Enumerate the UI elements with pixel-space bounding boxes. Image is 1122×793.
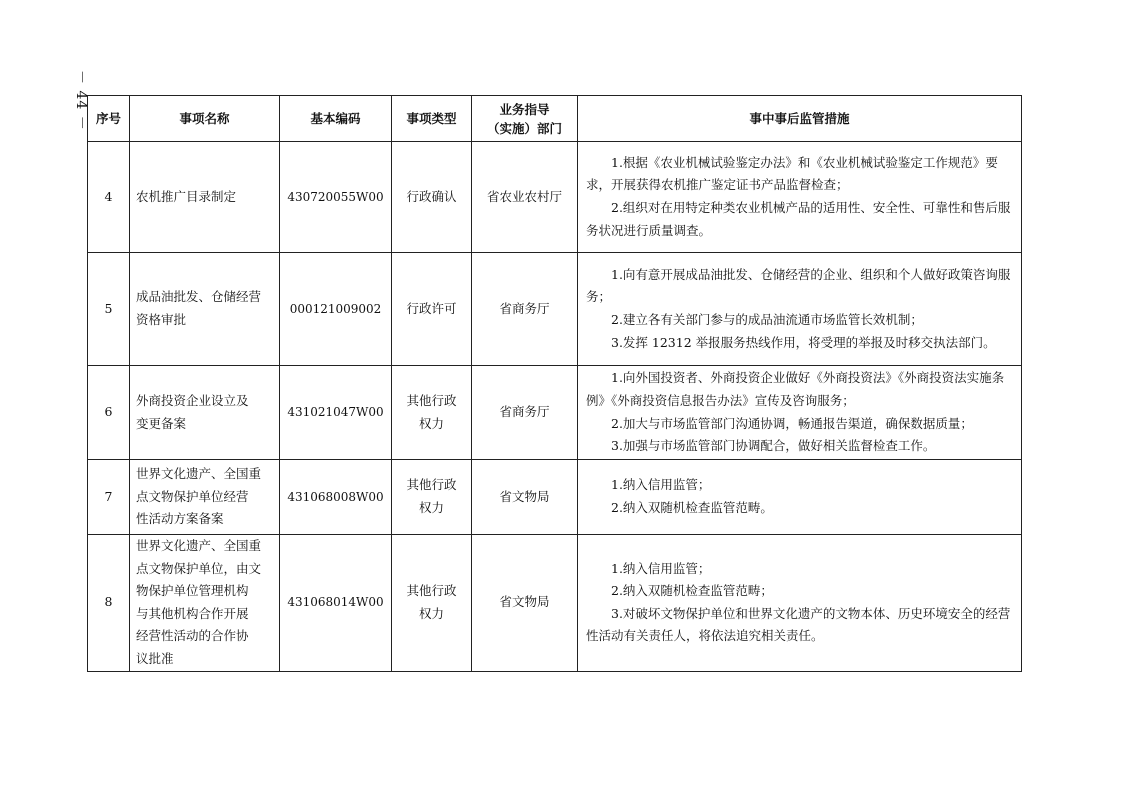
supervision-measures — [578, 535, 1022, 672]
item-department: 省商务厅 — [472, 253, 578, 366]
item-type-line: 其他行政 — [406, 583, 457, 599]
measure-item: 2.加大与市场监管部门沟通协调，畅通报告渠道，确保数据质量； — [611, 415, 973, 431]
item-type — [392, 460, 472, 535]
item-name-line: 资格审批 — [136, 312, 187, 327]
item-type — [392, 366, 472, 460]
item-code: 000121009002 — [280, 253, 392, 366]
item-name-line: 农机推广目录制定 — [136, 188, 237, 204]
measure-item: 1.向有意开展成品油批发、仓储经营的企业、组织和个人做好政策咨询服务； — [586, 266, 1011, 305]
header-code: 基本编码 — [280, 96, 392, 142]
header-no: 序号 — [88, 96, 130, 142]
item-name — [130, 253, 280, 366]
item-type-line: 权力 — [418, 500, 444, 515]
item-name-line: 性活动方案备案 — [136, 511, 224, 527]
table-row — [88, 366, 1022, 460]
item-department: 省商务厅 — [472, 366, 578, 460]
item-type — [392, 535, 472, 672]
item-type-line: 权力 — [418, 605, 444, 621]
header-dept — [472, 96, 578, 142]
table-header-row — [88, 96, 1022, 142]
supervision-measures — [578, 366, 1022, 460]
table-row — [88, 142, 1022, 253]
header-measures: 事中事后监管措施 — [578, 96, 1022, 142]
item-name-line: 经营性活动的合作协 — [136, 628, 249, 644]
item-name-line: 外商投资企业设立及 — [136, 392, 249, 408]
item-name-line: 点文物保护单位经营 — [136, 488, 249, 504]
measure-item: 2.组织对在用特定种类农业机械产品的适用性、安全性、可靠性和售后服务状况进行质量调查。 — [586, 200, 1011, 238]
measure-item: 1.纳入信用监管； — [611, 560, 711, 576]
item-type — [392, 253, 472, 366]
measure-item: 1.向外国投资者、外商投资企业做好《外商投资法》《外商投资法实施条例》《外商投资信息报告办法》宣传及咨询服务； — [586, 370, 1005, 408]
supervision-table — [87, 95, 1022, 672]
item-name — [130, 366, 280, 460]
item-type-line: 行政许可 — [406, 300, 457, 316]
item-code: 430720055W00 — [280, 142, 392, 253]
measure-item: 1.根据《农业机械试验鉴定办法》和《农业机械试验鉴定工作规范》要求，开展获得农机推广鉴定证书产品监督检查； — [586, 154, 998, 193]
item-type — [392, 142, 472, 253]
header-name: 事项名称 — [130, 96, 280, 142]
item-name-line: 点文物保护单位，由文 — [136, 560, 262, 576]
row-number: 7 — [88, 460, 130, 535]
header-dept-line2: （实施）部门 — [486, 120, 562, 136]
item-name-line: 世界文化遗产、全国重 — [136, 538, 262, 553]
measure-item: 2.纳入双随机检查监管范畴； — [611, 583, 773, 599]
item-name — [130, 535, 280, 672]
row-number: 4 — [88, 142, 130, 253]
item-type-line: 其他行政 — [406, 392, 457, 408]
supervision-measures — [578, 142, 1022, 253]
header-dept-line1: 业务指导 — [499, 101, 550, 117]
item-type-line: 其他行政 — [406, 477, 457, 493]
measure-item: 2.建立各有关部门参与的成品油流通市场监管长效机制； — [611, 312, 923, 327]
row-number: 5 — [88, 253, 130, 366]
item-type-line: 行政确认 — [406, 188, 457, 204]
item-code: 431068008W00 — [280, 460, 392, 535]
item-name-line: 与其他机构合作开展 — [136, 605, 249, 621]
item-name — [130, 460, 280, 535]
table-row — [88, 460, 1022, 535]
item-name-line: 成品油批发、仓储经营 — [136, 289, 262, 305]
item-type-line: 权力 — [418, 415, 444, 431]
measure-item: 1.纳入信用监管； — [611, 477, 711, 493]
item-name-line: 物保护单位管理机构 — [136, 583, 249, 599]
item-name-line: 变更备案 — [136, 415, 187, 431]
item-code: 431021047W00 — [280, 366, 392, 460]
item-department: 省文物局 — [472, 460, 578, 535]
item-name-line: 议批准 — [136, 650, 174, 666]
item-code: 431068014W00 — [280, 535, 392, 672]
item-department: 省文物局 — [472, 535, 578, 672]
row-number: 6 — [88, 366, 130, 460]
measure-item: 2.纳入双随机检查监管范畴。 — [611, 500, 773, 515]
table-row — [88, 535, 1022, 672]
page-number: － 44 － — [73, 70, 89, 131]
supervision-measures — [578, 460, 1022, 535]
item-name-line: 世界文化遗产、全国重 — [136, 466, 262, 482]
measure-item: 3.发挥 12312 举报服务热线作用，将受理的举报及时移交执法部门。 — [611, 334, 996, 350]
supervision-measures — [578, 253, 1022, 366]
measure-item: 3.加强与市场监管部门协调配合，做好相关监督检查工作。 — [611, 438, 936, 454]
measure-item: 3.对破坏文物保护单位和世界文化遗产的文物本体、历史环境安全的经营性活动有关责任人，将依法追究相关责任。 — [586, 605, 1011, 644]
table-row — [88, 253, 1022, 366]
item-department: 省农业农村厅 — [472, 142, 578, 253]
item-name — [130, 142, 280, 253]
row-number: 8 — [88, 535, 130, 672]
header-type: 事项类型 — [392, 96, 472, 142]
